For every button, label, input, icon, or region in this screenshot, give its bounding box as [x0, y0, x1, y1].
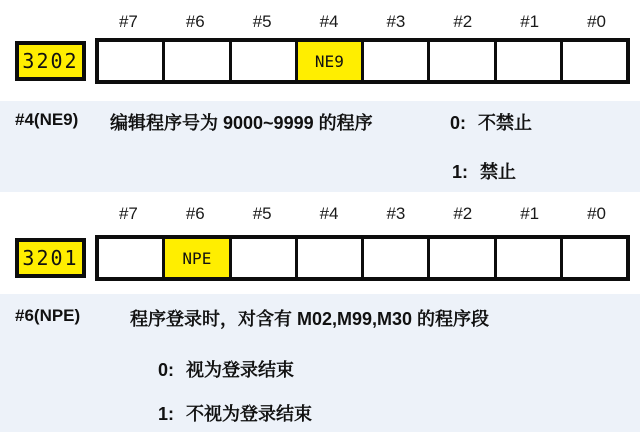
option-label: 禁止	[480, 162, 517, 182]
option-value: 0:	[158, 360, 175, 380]
bit-label: #0	[587, 204, 607, 223]
option-label: 视为登录结束	[186, 360, 295, 380]
bit-cell	[560, 239, 626, 277]
bit-number-header-row	[95, 12, 630, 32]
bit-label: #5	[252, 204, 272, 223]
register-row-3201	[15, 235, 630, 281]
bit-cell	[494, 42, 560, 80]
bit-cell	[361, 239, 427, 277]
register-number-box: 3202	[15, 41, 86, 81]
bit-label: #7	[118, 12, 138, 31]
option-label: 不视为登录结束	[186, 404, 313, 424]
bit-cell	[295, 239, 361, 277]
register-number-box: 3201	[15, 238, 86, 278]
bit-cell	[427, 239, 493, 277]
bit-cell	[427, 42, 493, 80]
bit-table	[95, 38, 630, 84]
bit-label: #5	[252, 12, 272, 31]
bit-label: #0	[587, 12, 607, 31]
bit-cell: NE9	[295, 42, 361, 80]
bit-table	[95, 235, 630, 281]
note-option	[158, 400, 312, 426]
bit-cell	[494, 239, 560, 277]
option-value: 1:	[452, 162, 469, 182]
bit-cell	[229, 42, 295, 80]
option-value: 0:	[450, 113, 467, 133]
bit-label: #1	[520, 12, 540, 31]
bit-label: #4	[319, 204, 339, 223]
bit-cell	[99, 42, 162, 80]
bit-cell	[162, 42, 228, 80]
note-option	[450, 109, 532, 135]
bit-number-header-row	[95, 204, 630, 224]
bit-label: #7	[118, 204, 138, 223]
bit-label: #6	[185, 12, 205, 31]
bit-cell	[229, 239, 295, 277]
bit-label: #2	[453, 204, 473, 223]
note-option	[452, 158, 516, 184]
bit-cell: NPE	[162, 239, 228, 277]
bit-label: #3	[386, 12, 406, 31]
note-bit-ref: #6(NPE)	[15, 306, 81, 325]
bit-cell	[560, 42, 626, 80]
bit-cell	[99, 239, 162, 277]
note-description: 编辑程序号为 9000~9999 的程序	[110, 113, 373, 133]
register-row-3202	[15, 38, 630, 84]
option-label: 不禁止	[478, 113, 533, 133]
bit-label: #1	[520, 204, 540, 223]
bit-label: #6	[185, 204, 205, 223]
bit-label: #3	[386, 204, 406, 223]
note-option	[158, 356, 294, 382]
bit-cell	[361, 42, 427, 80]
bit-label: #4	[319, 12, 339, 31]
note-description: 程序登录时，对含有 M02,M99,M30 的程序段	[130, 309, 490, 329]
option-value: 1:	[158, 404, 175, 424]
note-bit-ref: #4(NE9)	[15, 110, 79, 129]
bit-label: #2	[453, 12, 473, 31]
